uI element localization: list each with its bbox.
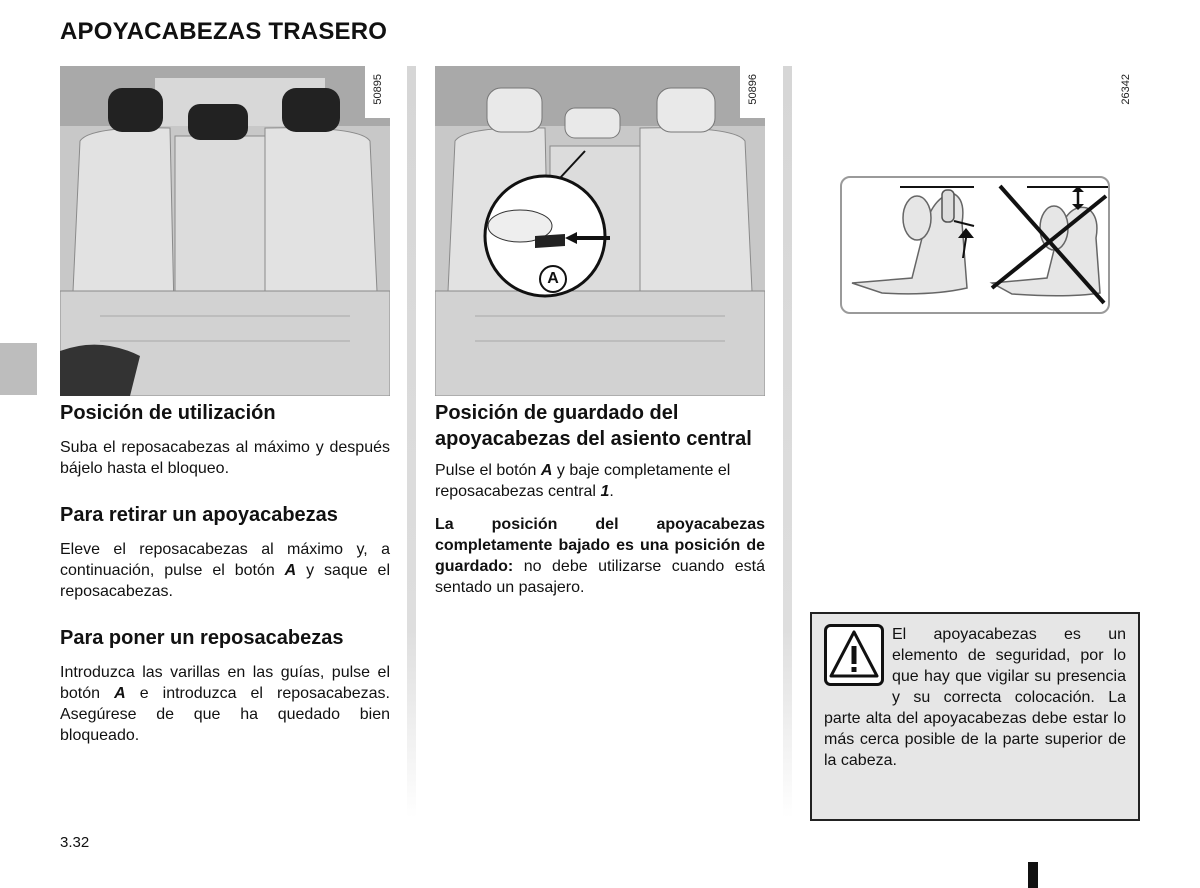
section-heading: Posición de guardado del apoyacabezas del asiento central bbox=[435, 402, 752, 450]
text-run: Introduzca las varillas en las guías, pulse el botón bbox=[60, 664, 390, 702]
chapter-tab bbox=[0, 343, 37, 395]
page-edge-mark bbox=[1028, 862, 1038, 888]
section-text bbox=[60, 662, 390, 746]
column-divider bbox=[783, 66, 792, 818]
text-run: e introduzca el reposacabezas. Asegúrese de que ha quedado bien bloqueado. bbox=[60, 685, 390, 744]
text-run: Pulse el botón bbox=[435, 462, 541, 479]
safety-warning-box bbox=[810, 612, 1140, 821]
text-run: . bbox=[609, 483, 614, 500]
button-reference: A bbox=[540, 462, 553, 479]
section-text: Suba el reposacabezas al máximo y después bájelo hasta el bloqueo. bbox=[60, 439, 390, 477]
rear-seat-detail-illustration bbox=[435, 66, 765, 396]
page-title: APOYACABEZAS TRASERO bbox=[60, 18, 388, 45]
section-text bbox=[435, 514, 765, 598]
column-1 bbox=[60, 400, 390, 746]
text-run: Eleve el reposacabezas al máximo y, a continuación, pulse el botón bbox=[60, 541, 390, 579]
rear-seat-photo-headrests-up bbox=[60, 66, 390, 396]
headrest-position-diagram bbox=[840, 176, 1110, 314]
rear-seat-photo-center-headrest-stowed bbox=[435, 66, 765, 396]
warning-triangle-icon bbox=[824, 624, 884, 686]
text-run: no debe utilizarse cuando está sentado un pasajero. bbox=[435, 558, 765, 596]
section-heading: Posición de utilización bbox=[60, 402, 276, 424]
head-position-illustration bbox=[842, 178, 1108, 312]
bold-text: La posición del apoyacabezas completamente bajado es una posición de guardado: bbox=[435, 516, 765, 575]
section-heading: Para poner un reposacabezas bbox=[60, 627, 344, 649]
text-run: y saque el reposacabezas. bbox=[60, 562, 391, 600]
figure-number: 26342 bbox=[1120, 74, 1132, 105]
button-reference: A bbox=[284, 562, 297, 579]
button-reference: A bbox=[114, 685, 126, 702]
text-run: y baje completamente el reposacabezas central bbox=[435, 462, 731, 500]
section-heading: Para retirar un apoyacabezas bbox=[60, 504, 338, 526]
figure-number: 50896 bbox=[747, 74, 759, 105]
warning-text: El apoyacabezas es un elemento de seguridad, por lo que hay que vigilar su presencia y su correcta colocación. La parte alta del apoyacabezas debe estar lo más cerca posible de la parte superior de la cabeza. bbox=[824, 626, 1126, 769]
section-text bbox=[60, 539, 390, 602]
item-reference: 1 bbox=[600, 483, 610, 500]
rear-seat-illustration bbox=[60, 66, 390, 396]
column-divider bbox=[407, 66, 416, 818]
callout-label-a: A bbox=[539, 265, 567, 293]
figure-number: 50895 bbox=[372, 74, 384, 105]
section-text bbox=[435, 460, 765, 502]
page-number: 3.32 bbox=[60, 834, 90, 851]
column-2 bbox=[435, 400, 765, 598]
